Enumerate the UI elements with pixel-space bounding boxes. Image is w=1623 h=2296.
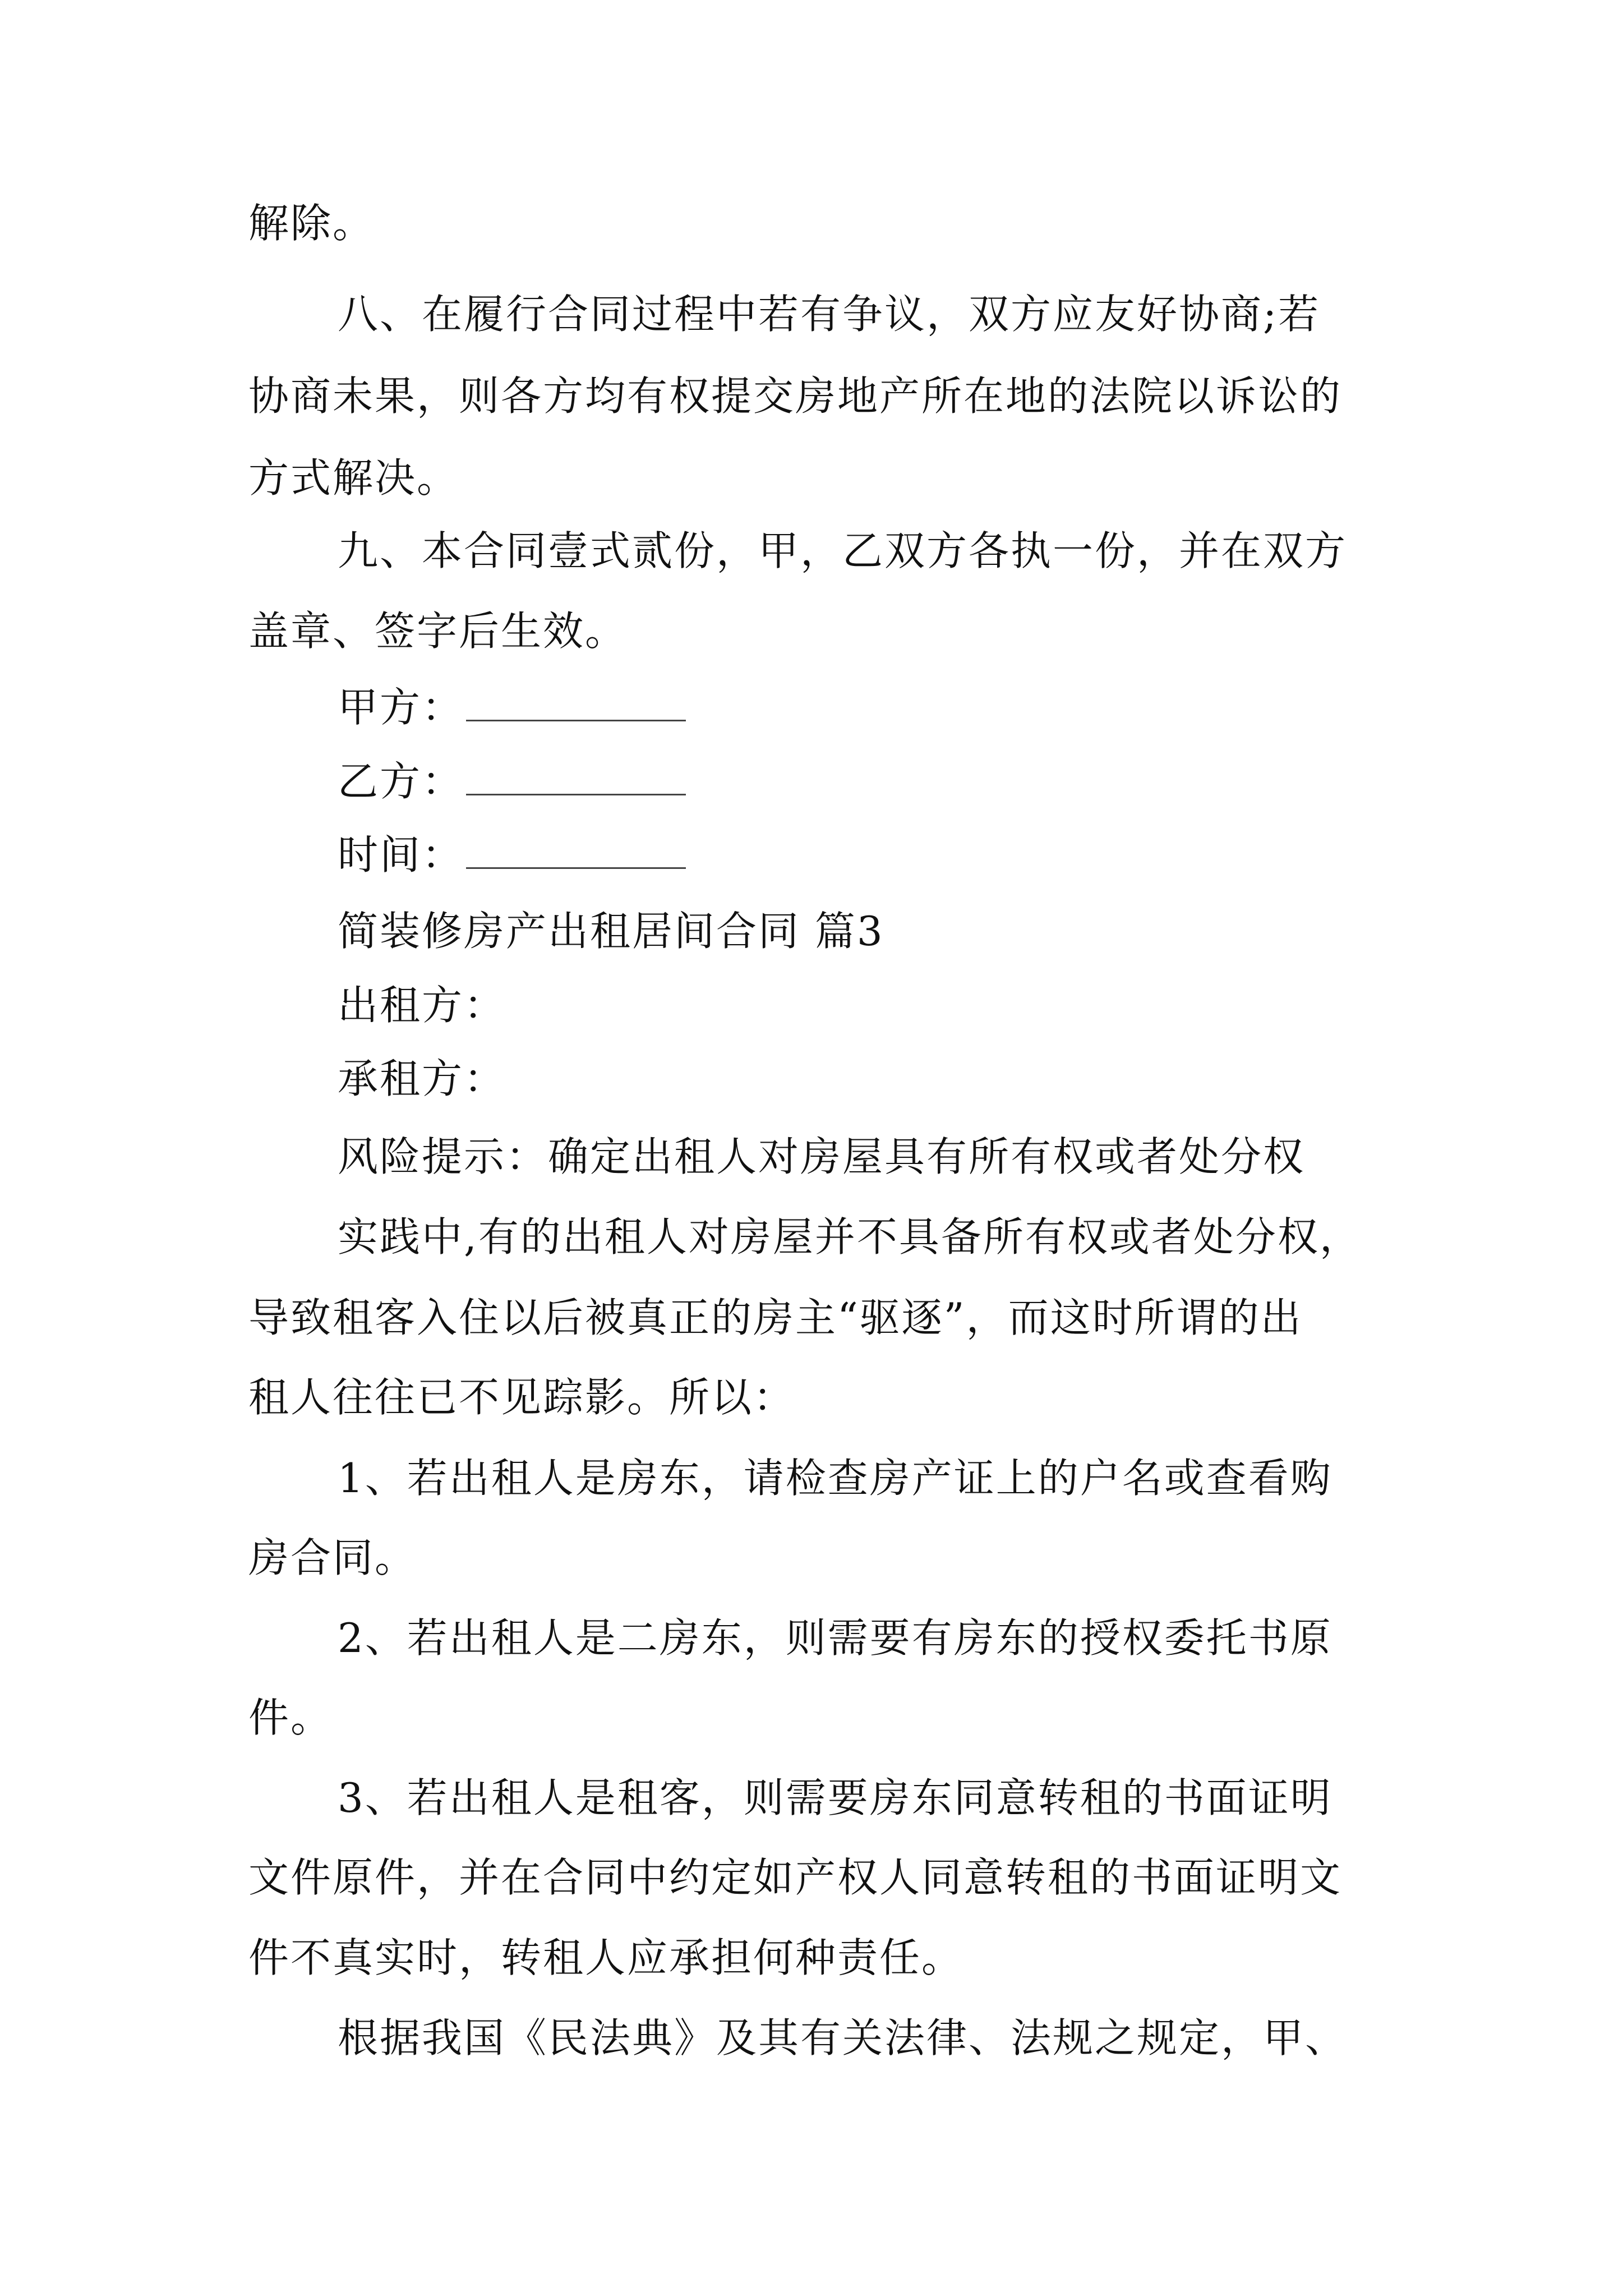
lessee-line: 承租方： <box>338 1055 506 1102</box>
section-heading: 简装修房产出租居间合同 篇3 <box>338 908 884 955</box>
paragraph-line: 文件原件，并在合同中约定如产权人同意转租的书面证明文 <box>248 1854 1343 1901</box>
paragraph-line: 件不真实时，转租人应承担何种责任。 <box>248 1934 964 1981</box>
item-3-line: 3、若出租人是租客，则需要房东同意转租的书面证明 <box>338 1774 1332 1821</box>
party-a-blank <box>466 680 686 721</box>
paragraph-line: 协商未果，则各方均有权提交房地产所在地的法院以诉讼的 <box>248 372 1343 420</box>
time-signature-line <box>338 827 686 883</box>
paragraph-line: 房合同。 <box>248 1534 417 1581</box>
party-a-signature-line <box>338 679 686 735</box>
party-b-label: 乙方： <box>338 758 464 805</box>
paragraph-line: 解除。 <box>248 200 375 247</box>
paragraph-line: 根据我国《民法典》及其有关法律、法规之规定，甲、 <box>338 2014 1348 2062</box>
item-1-line: 1、若出租人是房东，请检查房产证上的户名或查看购 <box>338 1455 1332 1502</box>
time-blank <box>466 828 686 869</box>
paragraph-line: 件。 <box>248 1694 333 1741</box>
paragraph-line: 实践中,有的出租人对房屋并不具备所有权或者处分权， <box>338 1213 1362 1260</box>
paragraph-line: 租人往往已不见踪影。所以： <box>248 1374 796 1421</box>
party-b-blank <box>466 754 686 795</box>
risk-warning-line: 风险提示：确定出租人对房屋具有所有权或者处分权 <box>338 1133 1306 1180</box>
clause-8-line: 八、在履行合同过程中若有争议，双方应友好协商;若 <box>338 291 1321 338</box>
party-a-label: 甲方： <box>338 684 464 731</box>
paragraph-line: 方式解决。 <box>248 454 459 501</box>
paragraph-line: 导致租客入住以后被真正的房主“驱逐”，而这时所谓的出 <box>248 1294 1303 1341</box>
party-b-signature-line <box>338 753 686 809</box>
time-label: 时间： <box>338 831 464 878</box>
paragraph-line: 盖章、签字后生效。 <box>248 608 628 655</box>
clause-9-line: 九、本合同壹式贰份，甲，乙双方各执一份，并在双方 <box>338 527 1348 574</box>
item-2-line: 2、若出租人是二房东，则需要有房东的授权委托书原 <box>338 1614 1332 1662</box>
lessor-line: 出租方： <box>338 982 506 1029</box>
